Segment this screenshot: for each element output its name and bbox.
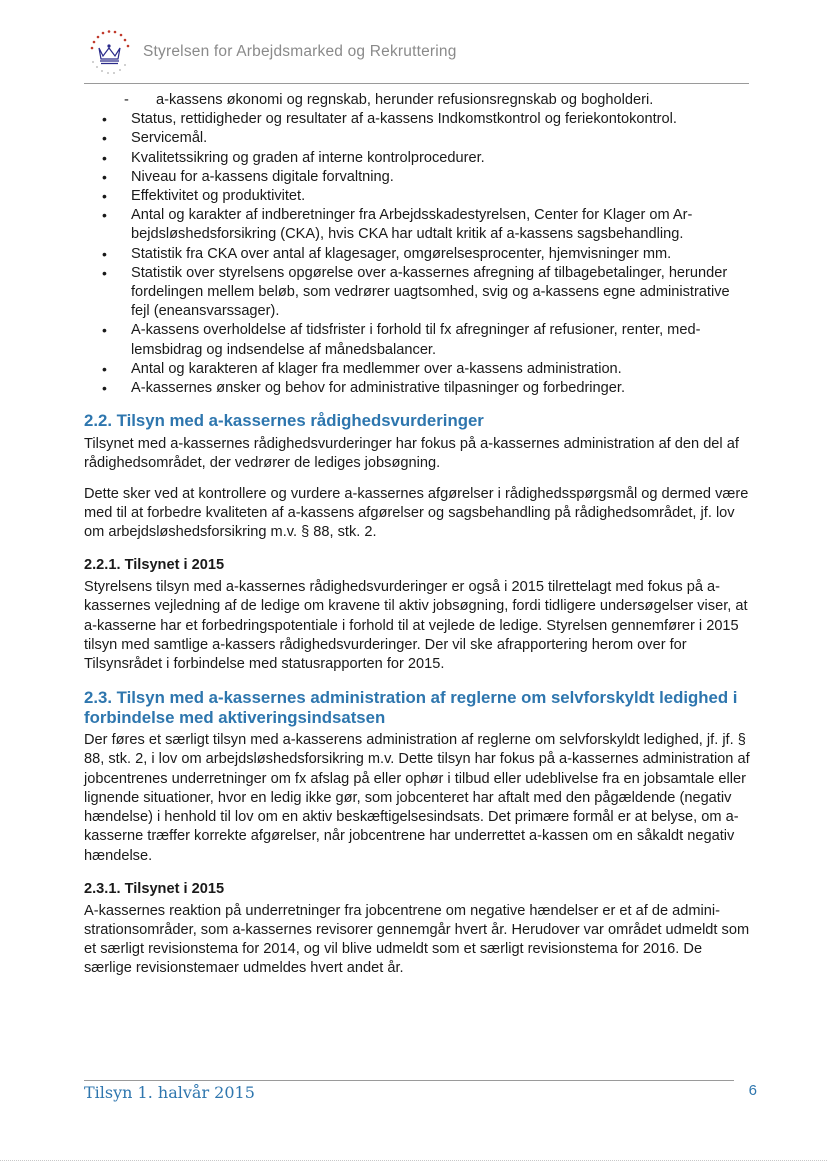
- list-item: • A-kassens overholdelse af tidsfrister i forhold til fx afregninger af refusioner, renter, medlemsbidrag og indsendelse af månedsbalancer.: [84, 321, 752, 359]
- dash-list-item: - a-kassens økonomi og regnskab, herunder refusionsregnskab og bogholderi.: [84, 91, 752, 110]
- footer-title: Tilsyn 1. halvår 2015: [84, 1083, 255, 1102]
- list-item: • Statistik over styrelsens opgørelse over a-kassernes afregning af tilbagebetalinger, herunder fordelingen mellem beløb, som vedrører uagtsomhed, svig og a-kassens egne administrative fejl (eneansvarssager).: [84, 264, 752, 322]
- document-body: [84, 91, 752, 979]
- list-item: • Antal og karakteren af klager fra medlemmer over a-kassens administration.: [84, 360, 752, 379]
- scan-edge-line: [0, 1160, 827, 1161]
- paragraph: Tilsynet med a-kassernes rådighedsvurderinger har fokus på a-kassernes administration af den del af rådighedsområdet, der vedrører de lediges jobsøgning.: [84, 436, 739, 472]
- paragraph: Styrelsens tilsyn med a-kassernes rådighedsvurderinger er også i 2015 tilrettelagt med fokus på a-kassernes vejledning af de ledige om kravene til aktiv jobsøgning, fordi tidligere undersøgelser viser, at a-kasserne har et forbedringspotentiale i forhold til at vejlede de ledige. Styrelsen gennemfører i 2015 tilsyn med samtlige a-kassers rådighedsvurderinger. Der vil ske afrapportering herom over for Tilsynsrådet i forbindelse med statusrapporten for 2015.: [84, 579, 748, 673]
- dash-marker: [124, 91, 129, 110]
- page-header: [80, 26, 750, 84]
- list-item: • Niveau for a-kassens digitale forvaltning.: [84, 168, 752, 187]
- footer-divider: [84, 1080, 734, 1081]
- list-item: • Effektivitet og produktivitet.: [84, 187, 752, 206]
- header-divider: [84, 83, 749, 84]
- subsection-heading-2-3-1: 2.3.1. Tilsynet i 2015: [84, 880, 225, 897]
- agency-name: Styrelsen for Arbejdsmarked og Rekruttering: [143, 43, 457, 60]
- list-item: • Statistik fra CKA over antal af klagesager, omgørelsesprocenter, hjemvisninger mm.: [84, 245, 752, 264]
- list-item: • Kvalitetssikring og graden af interne kontrolprocedurer.: [84, 149, 752, 168]
- paragraph: A-kassernes reaktion på underretninger fra jobcentrene om negative hændelser er et af de administrationsområder, som a-kassernes revisorer gennemgår hvert år. Herudover var området udmeldt som et særligt revisionstema for 2014, og vil blive udmeldt som et særligt revisionstema for 2016. De særlige revisionstemaer udmeldes hvert andet år.: [84, 902, 750, 977]
- crown-seal-icon: [80, 26, 140, 82]
- bullet-list: [84, 110, 752, 398]
- page-number: 6: [748, 1082, 757, 1099]
- section-heading-2-3: 2.3. Tilsyn med a-kassernes administration af reglerne om selvforskyldt ledighed i forbindelse med aktiveringsindsatsen: [84, 688, 738, 728]
- list-item: • Status, rettidigheder og resultater af a-kassens Indkomstkontrol og feriekontokontrol.: [84, 110, 752, 129]
- section-heading-2-2: 2.2. Tilsyn med a-kassernes rådighedsvurderinger: [84, 411, 484, 431]
- list-item: • A-kassernes ønsker og behov for administrative tilpasninger og forbedringer.: [84, 379, 752, 398]
- paragraph: Der føres et særligt tilsyn med a-kasserens administration af reglerne om selvforskyldt ledighed, jf. jf. § 88, stk. 2, i lov om arbejdsløshedsforsikring m.v. Dette tilsyn har fokus på a-kassernes administration af jobcentrenes underretninger om fx afslag på eller ophør i tilbud eller udeblivelse fra en jobsamtale eller lignende situationer, hvor en ledig ikke gør, som jobcenteret har aftalt med den pågældende (negativ hændelse) i henhold til lov om en aktiv beskæftigelsesindsats. Det primære formål er at belyse, om a-kasserne træffer korrekte afgørelser, når jobcentrene har underrettet a-kassen om en såkaldt negativ hændelse.: [84, 732, 750, 864]
- paragraph: Dette sker ved at kontrollere og vurdere a-kassernes afgørelser i rådighedsspørgsmål og dermed være med til at forbedre kvaliteten af a-kassens afgørelser og sagsbehandling på rådighedsområdet, jf. lov om arbejdsløshedsforsikring m.v. § 88, stk. 2.: [84, 485, 749, 541]
- list-item: • Servicemål.: [84, 129, 752, 148]
- list-item: • Antal og karakter af indberetninger fra Arbejdsskadestyrelsen, Center for Klager om Arbejdsløshedsforsikring (CKA), hvis CKA har udtalt kritik af a-kassens sagsbehandling.: [84, 206, 752, 244]
- subsection-heading-2-2-1: 2.2.1. Tilsynet i 2015: [84, 557, 225, 574]
